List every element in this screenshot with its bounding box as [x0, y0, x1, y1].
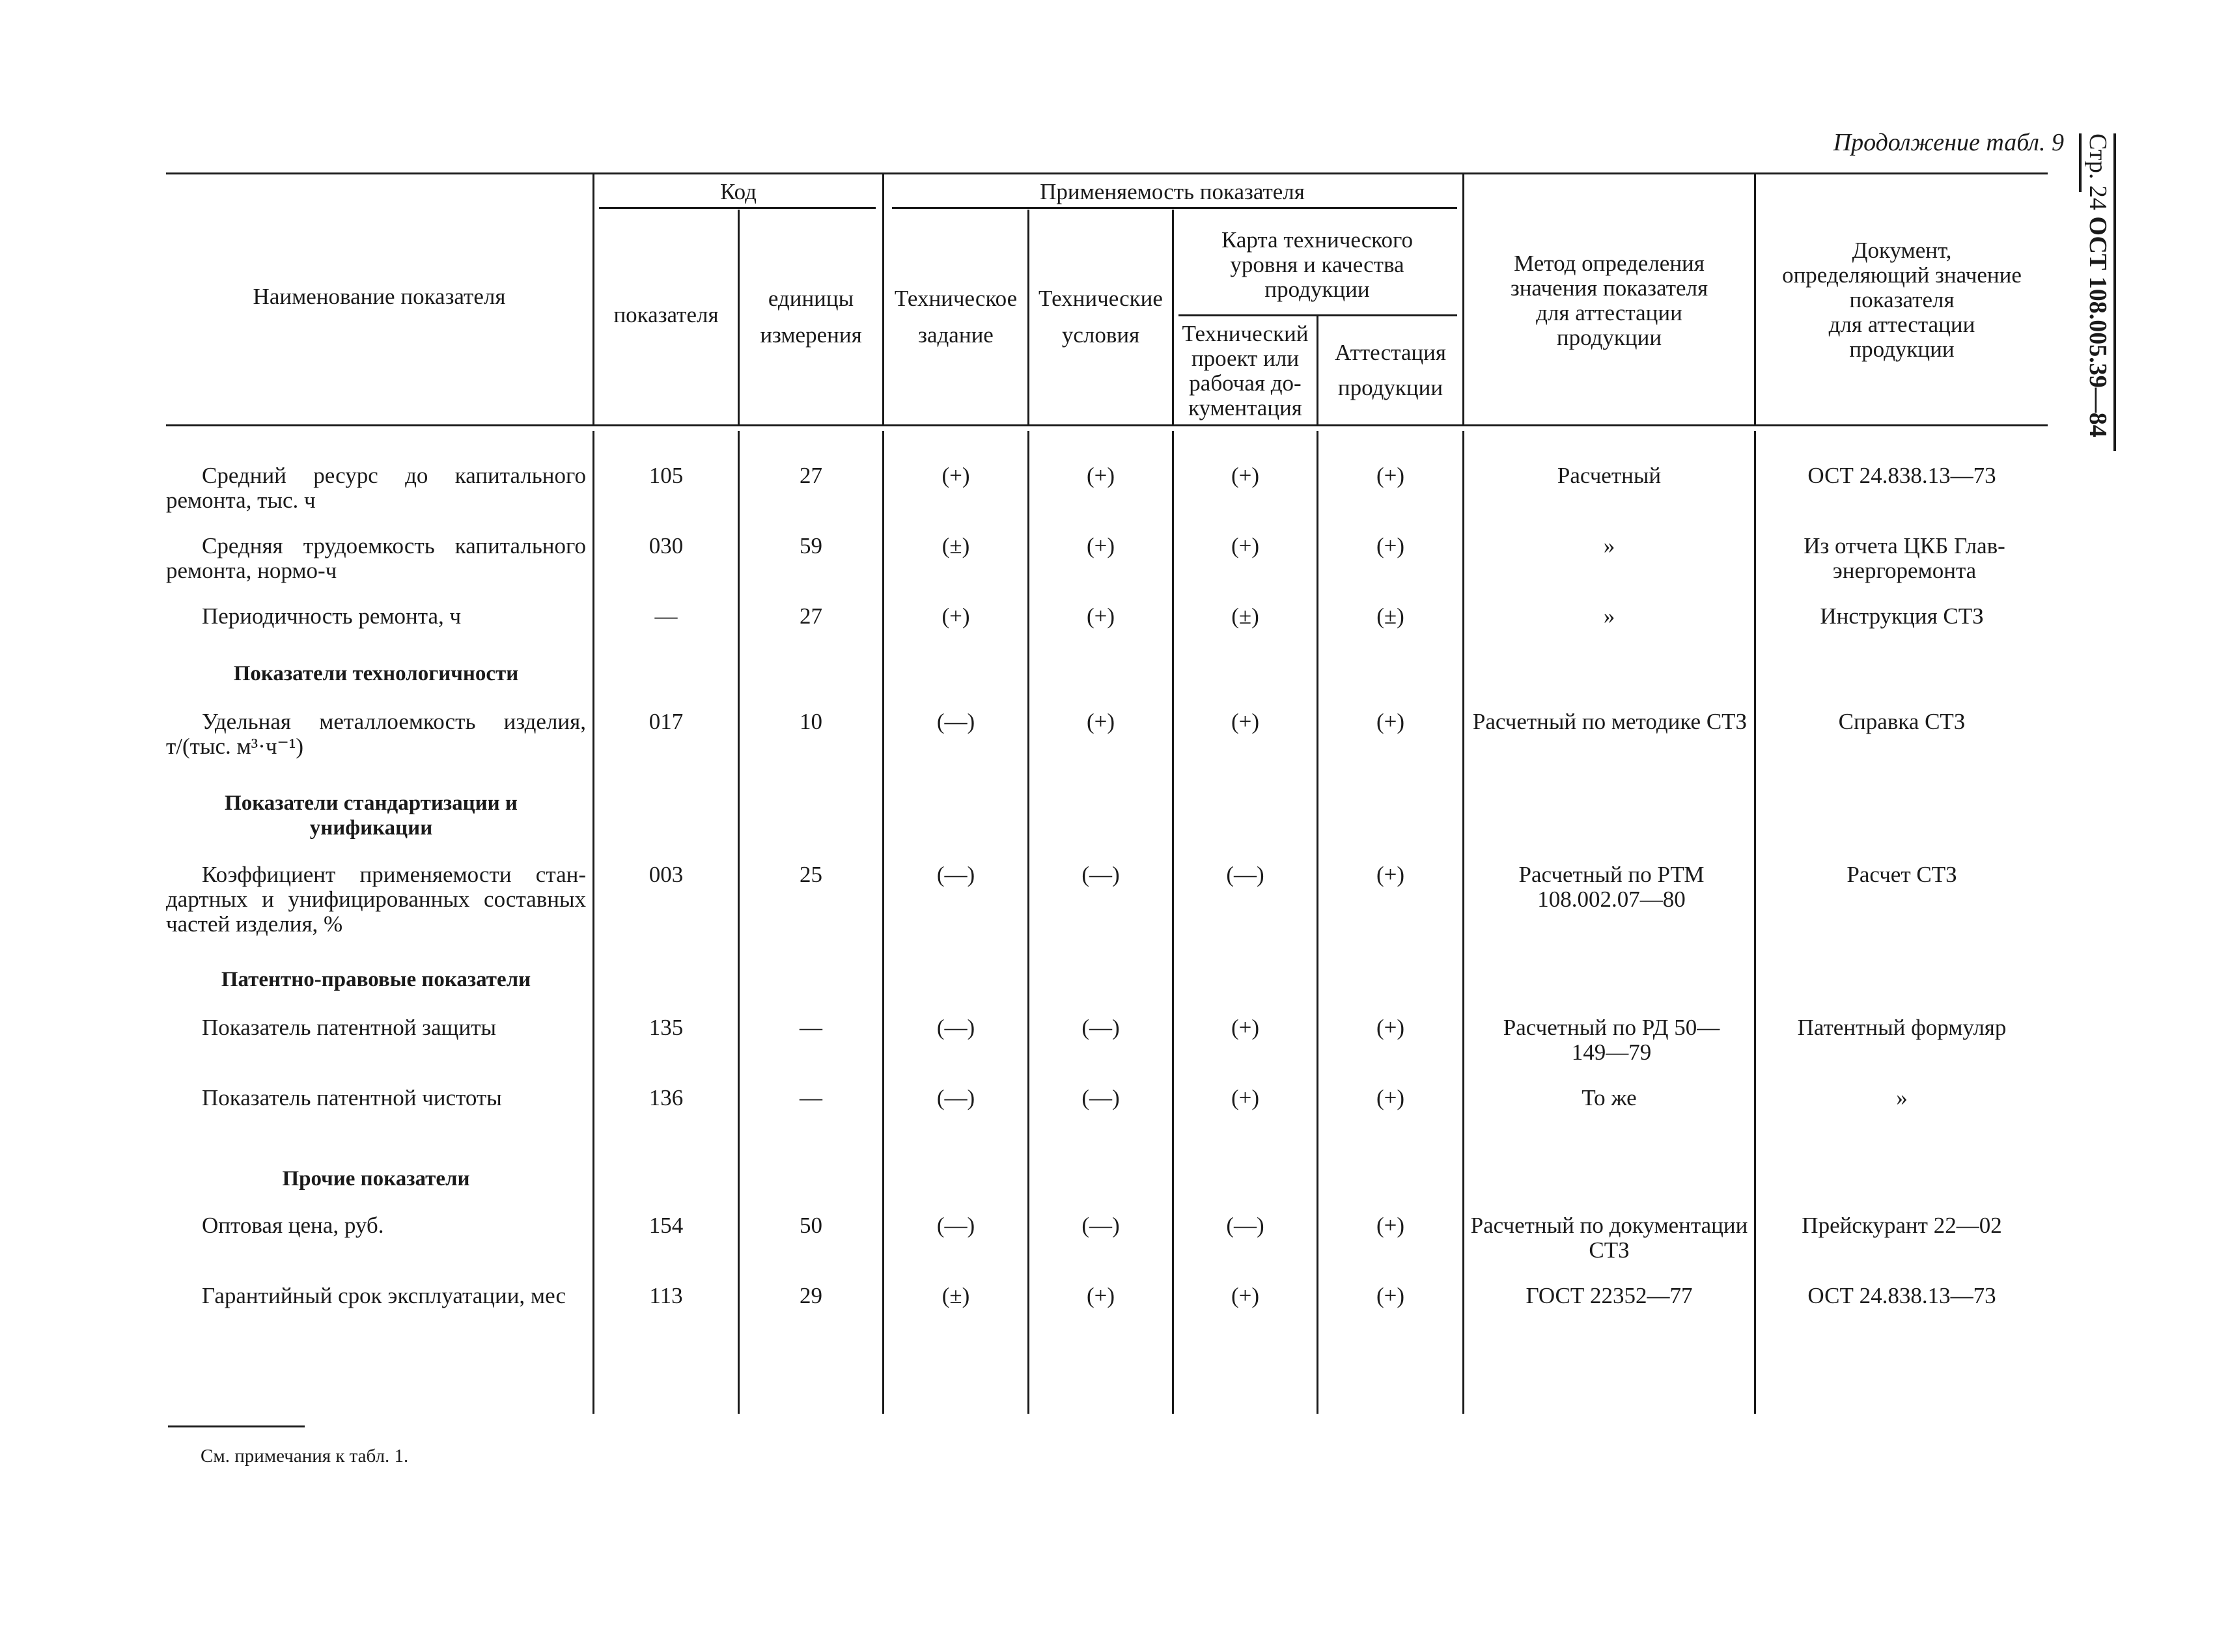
row-tech-project: (+): [1231, 533, 1260, 558]
row-tech-conditions: (+): [1086, 1283, 1115, 1308]
header-code-unit-line: измерения: [760, 322, 862, 348]
row-document: ОСТ 24.838.13—73: [1807, 1283, 1996, 1308]
header-code-unit: [740, 286, 882, 348]
row-tech-task: (—): [936, 1015, 975, 1040]
section-title: Показатели стандартизации и унификации: [225, 792, 518, 840]
header-tech-project: [1174, 322, 1317, 420]
body-col-rule-4: [1027, 431, 1029, 1414]
row-tech-project: (+): [1231, 1085, 1260, 1110]
row-tech-conditions: (—): [1081, 1085, 1120, 1110]
header-code-indicator: показателя: [613, 302, 719, 327]
header-tech-conditions-line: условия: [1061, 322, 1140, 348]
body-col-rule-8: [1754, 431, 1756, 1414]
section-title: Патентно-правовые показатели: [221, 968, 531, 991]
body-col-rule-6: [1317, 431, 1318, 1414]
row-tech-task: (±): [941, 533, 970, 558]
table-top-rule: [166, 172, 2048, 174]
row-code: 105: [648, 463, 684, 488]
row-name: Средняя трудоемкость капитального ремонта, нормо-ч: [166, 533, 586, 583]
row-code: 136: [648, 1085, 684, 1110]
row-name: Коэффициент применяемости стандартных и унифицированных составных частей изделия, %: [166, 862, 586, 937]
row-unit: 27: [800, 603, 822, 629]
header-method-line: продукции: [1556, 325, 1662, 350]
row-attestation: (+): [1376, 1283, 1405, 1308]
row-name: Оптовая цена, руб.: [202, 1213, 384, 1238]
header-method-line: значения показателя: [1510, 275, 1708, 301]
header-attestation-line: Аттестация: [1335, 340, 1446, 365]
header-document-line: показателя: [1849, 287, 1955, 312]
row-document: Расчет СТЗ: [1847, 862, 1957, 887]
row-attestation: (±): [1376, 603, 1404, 629]
row-method: Расчетный по РД 50—149—79: [1503, 1015, 1720, 1065]
row-code: 017: [648, 709, 684, 734]
row-unit: —: [800, 1015, 822, 1040]
header-card: [1174, 228, 1460, 302]
header-card-line: продукции: [1264, 277, 1370, 302]
header-method-line: Метод определения: [1514, 251, 1705, 276]
body-col-rule-2: [738, 431, 740, 1414]
col-rule-1: [592, 174, 594, 424]
row-name: Средний ресурс до капитального ремонта, тыс. ч: [166, 463, 586, 513]
header-tech-conditions: [1029, 286, 1172, 348]
row-attestation: (+): [1376, 533, 1405, 558]
header-attestation: [1318, 340, 1462, 400]
body-col-rule-1: [592, 431, 594, 1414]
row-name: Удельная металлоемкость изделия, т/(тыс. м³·ч⁻¹): [166, 709, 586, 759]
row-code: 003: [648, 862, 684, 887]
row-tech-conditions: (+): [1086, 603, 1115, 629]
header-tech-project-line: рабочая до-: [1189, 370, 1302, 396]
row-document: Из отчета ЦКБ Главэнергоремонта: [1804, 533, 2005, 583]
side-page-number: Стр. 24: [2084, 133, 2112, 210]
row-tech-project: (+): [1231, 1015, 1260, 1040]
row-code: 154: [648, 1213, 684, 1238]
header-document: [1756, 238, 2048, 362]
row-tech-task: (—): [936, 709, 975, 734]
header-method-line: для аттестации: [1536, 300, 1682, 325]
header-card-line: Карта технического: [1221, 227, 1414, 253]
row-code: —: [654, 603, 678, 629]
body-col-rule-7: [1462, 431, 1464, 1414]
header-document-line: Документ,: [1852, 238, 1952, 263]
continuation-label: Продолжение табл. 9: [1833, 129, 2064, 156]
section-title: Прочие показатели: [282, 1167, 470, 1191]
row-document: Инструкция СТЗ: [1820, 603, 1984, 629]
row-name: Показатель патентной чистоты: [202, 1085, 502, 1110]
row-tech-conditions: (+): [1086, 533, 1115, 558]
row-attestation: (+): [1376, 1015, 1405, 1040]
row-attestation: (+): [1376, 463, 1405, 488]
row-attestation: (+): [1376, 1085, 1405, 1110]
side-standard-code: ОСТ 108.005.39—84: [2084, 216, 2112, 437]
row-tech-task: (+): [941, 463, 970, 488]
row-unit: 25: [800, 862, 822, 887]
row-document: Справка СТЗ: [1838, 709, 1966, 734]
header-document-line: для аттестации: [1828, 312, 1975, 337]
row-tech-project: (+): [1231, 709, 1260, 734]
footnote-text: См. примечания к табл. 1.: [201, 1446, 409, 1466]
side-page-label: [2082, 133, 2113, 459]
row-unit: 29: [800, 1283, 822, 1308]
row-tech-conditions: (—): [1081, 862, 1120, 887]
row-attestation: (+): [1376, 1213, 1405, 1238]
section-title: Показатели технологичности: [233, 662, 519, 685]
row-tech-conditions: (+): [1086, 463, 1115, 488]
row-unit: 59: [800, 533, 822, 558]
row-method: Расчетный по методике СТЗ: [1472, 709, 1748, 734]
row-tech-task: (—): [936, 862, 975, 887]
row-document: Прейскурант 22—02: [1802, 1213, 2002, 1238]
row-tech-task: (—): [936, 1085, 975, 1110]
row-method: Расчетный по РТМ 108.002.07—80: [1518, 862, 1705, 912]
row-tech-project: (—): [1226, 1213, 1264, 1238]
row-unit: 27: [800, 463, 822, 488]
row-unit: —: [800, 1085, 822, 1110]
row-tech-project: (—): [1226, 862, 1264, 887]
header-tech-conditions-line: Технические: [1038, 286, 1163, 311]
row-name: Периодичность ремонта, ч: [202, 603, 462, 629]
header-document-line: продукции: [1849, 337, 1955, 362]
row-method: Расчетный по документации СТЗ: [1470, 1213, 1748, 1263]
header-name: Наименование показателя: [253, 284, 506, 309]
header-bottom-rule: [166, 424, 2048, 426]
row-tech-task: (±): [941, 1283, 970, 1308]
header-tech-project-line: кументация: [1188, 395, 1302, 420]
header-card-line: уровня и качества: [1230, 252, 1404, 277]
header-tech-task-line: задание: [918, 322, 994, 348]
row-tech-conditions: (—): [1081, 1213, 1120, 1238]
row-unit: 10: [800, 709, 822, 734]
row-name: Показатель патентной защиты: [202, 1015, 497, 1040]
side-underline: [2113, 133, 2116, 451]
row-tech-project: (+): [1231, 463, 1260, 488]
row-name: Гарантийный срок эксплуатации, мес: [202, 1283, 566, 1308]
header-tech-project-line: проект или: [1191, 346, 1300, 371]
row-tech-project: (±): [1231, 603, 1259, 629]
row-document: »: [1896, 1085, 1908, 1110]
row-method: ГОСТ 22352—77: [1526, 1283, 1693, 1308]
code-group-rule: [599, 207, 876, 209]
row-code: 030: [648, 533, 684, 558]
row-tech-conditions: (—): [1081, 1015, 1120, 1040]
header-method: [1464, 251, 1754, 350]
applicability-rule: [892, 207, 1457, 209]
row-method: Расчетный: [1557, 463, 1662, 488]
row-code: 135: [648, 1015, 684, 1040]
header-code-unit-line: единицы: [768, 286, 854, 311]
row-attestation: (+): [1376, 862, 1405, 887]
header-tech-task: [884, 286, 1027, 348]
row-document: Патентный формуляр: [1797, 1015, 2007, 1040]
row-method: »: [1603, 533, 1615, 558]
body-col-rule-5: [1172, 431, 1174, 1414]
row-tech-conditions: (+): [1086, 709, 1115, 734]
row-tech-task: (—): [936, 1213, 975, 1238]
body-col-rule-3: [882, 431, 884, 1414]
row-code: 113: [649, 1283, 683, 1308]
row-tech-task: (+): [941, 603, 970, 629]
header-document-line: определяющий значение: [1782, 262, 2022, 288]
row-attestation: (+): [1376, 709, 1405, 734]
header-applicability: Применяемость показателя: [1040, 179, 1305, 204]
side-rule: [2079, 133, 2082, 192]
row-method: То же: [1582, 1085, 1637, 1110]
header-tech-project-line: Технический: [1182, 321, 1309, 346]
header-attestation-line: продукции: [1337, 375, 1443, 400]
header-code-group: Код: [720, 179, 757, 204]
row-tech-project: (+): [1231, 1283, 1260, 1308]
header-tech-task-line: Техническое: [894, 286, 1018, 311]
row-unit: 50: [800, 1213, 822, 1238]
row-document: ОСТ 24.838.13—73: [1807, 463, 1996, 488]
footnote-rule: [168, 1425, 305, 1427]
row-method: »: [1603, 603, 1615, 629]
